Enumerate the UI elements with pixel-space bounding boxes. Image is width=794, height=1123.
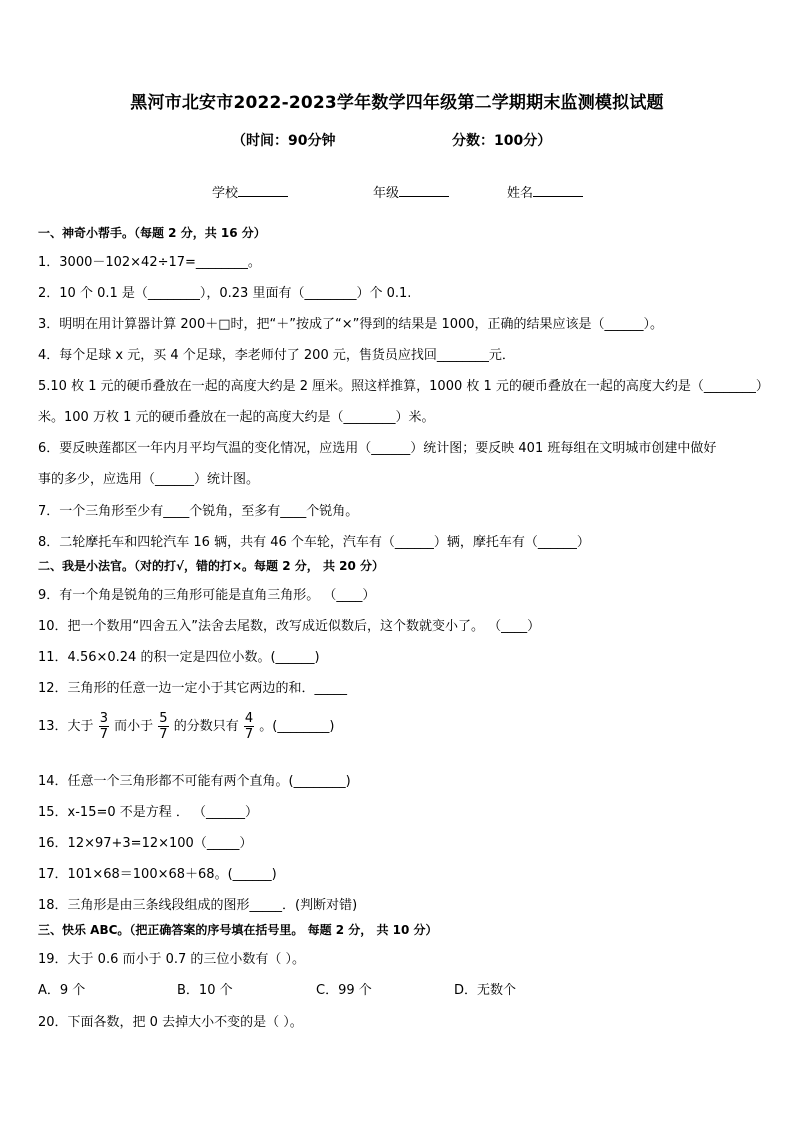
name-label: 姓名 xyxy=(507,186,534,201)
question-10: 10．把一个数用“四舍五入”法舍去尾数，改写成近似数后，这个数就变小了。 （____） xyxy=(38,619,541,634)
question-20: 20．下面各数，把 0 去掉大小不变的是（ ）。 xyxy=(38,1015,303,1030)
question-16: 16．12×97+3=12×100（_____） xyxy=(38,836,253,851)
fraction-three-sevenths: $\frac{3}{7}$ xyxy=(99,711,108,742)
question-5-line-2: 米。100 万枚 1 元的硬币叠放在一起的高度大约是（________）米。 xyxy=(38,410,435,425)
section-3-heading: 三、快乐 ABC。（把正确答案的序号填在括号里。 每题 2 分， 共 10 分） xyxy=(38,923,438,937)
question-6-line-2: 事的多少，应选用（______）统计图。 xyxy=(38,472,260,487)
question-15: 15．x-15=0 不是方程 ． （______） xyxy=(38,805,259,820)
question-19: 19．大于 0.6 而小于 0.7 的三位小数有（ ）。 xyxy=(38,952,306,967)
school-label: 学校 xyxy=(212,186,239,201)
name-field xyxy=(507,182,583,201)
section-1-heading: 一、神奇小帮手。（每题 2 分，共 16 分） xyxy=(38,226,266,240)
exam-title: 黑河市北安市2022-2023学年数学四年级第二学期期末监测模拟试题 xyxy=(130,93,664,113)
q13-middle-1: 而小于 xyxy=(114,719,154,734)
question-4: 4．每个足球 x 元，买 4 个足球，李老师付了 200 元，售货员应找回________元． xyxy=(38,348,515,363)
q13-end: 。(________) xyxy=(259,719,335,734)
exam-time: （时间：90分钟 xyxy=(232,133,336,149)
grade-field xyxy=(373,182,449,201)
grade-blank xyxy=(399,184,449,197)
question-6-line-1: 6．要反映莲都区一年内月平均气温的变化情况，应选用（______）统计图；要反映 401 班每组在文明城市创建中做好 xyxy=(38,441,717,456)
question-18: 18．三角形是由三条线段组成的图形_____．(判断对错) xyxy=(38,898,358,913)
question-8: 8．二轮摩托车和四轮汽车 16 辆，共有 46 个车轮，汽车有（______）辆，摩托车有（______） xyxy=(38,535,590,550)
question-14: 14．任意一个三角形都不可能有两个直角。(________) xyxy=(38,774,351,789)
question-9: 9．有一个角是锐角的三角形可能是直角三角形。 （____） xyxy=(38,588,376,603)
question-5-line-1: 5.10 枚 1 元的硬币叠放在一起的高度大约是 2 厘米。照这样推算，1000 枚 1 元的硬币叠放在一起的高度大约是（________） xyxy=(38,379,769,394)
q19-option-d: D．无数个 xyxy=(454,983,517,998)
question-3: 3．明明在用计算器计算 200＋□时，把“＋”按成了“×”得到的结果是 1000，正确的结果应该是（______）。 xyxy=(38,317,664,332)
question-17: 17．101×68＝100×68＋68。(______) xyxy=(38,867,277,882)
question-12: 12．三角形的任意一边一定小于其它两边的和．_____ xyxy=(38,681,348,696)
name-blank xyxy=(533,184,583,197)
exam-score: 分数：100分） xyxy=(452,133,552,149)
q13-middle-2: 的分数只有 xyxy=(173,719,239,734)
q13-prefix: 13．大于 xyxy=(38,719,94,734)
question-11: 11．4.56×0.24 的积一定是四位小数。(______) xyxy=(38,650,320,665)
q19-option-b: B．10 个 xyxy=(177,983,233,998)
fraction-five-sevenths: $\frac{5}{7}$ xyxy=(159,711,168,742)
school-field xyxy=(212,182,288,201)
fraction-four-sevenths: $\frac{4}{7}$ xyxy=(244,711,254,742)
question-1: 1．3000－102×42÷17=________。 xyxy=(38,255,261,270)
q19-option-c: C．99 个 xyxy=(316,983,372,998)
question-13 xyxy=(38,711,334,742)
question-7: 7．一个三角形至少有____个锐角，至多有____个锐角。 xyxy=(38,504,359,519)
question-2: 2．10 个 0.1 是（________），0.23 里面有（________）个 0.1. xyxy=(38,286,412,301)
q19-option-a: A．9 个 xyxy=(38,983,86,998)
grade-label: 年级 xyxy=(373,186,400,201)
school-blank xyxy=(238,184,288,197)
section-2-heading: 二、我是小法官。（对的打√，错的打×。每题 2 分， 共 20 分） xyxy=(38,559,384,573)
